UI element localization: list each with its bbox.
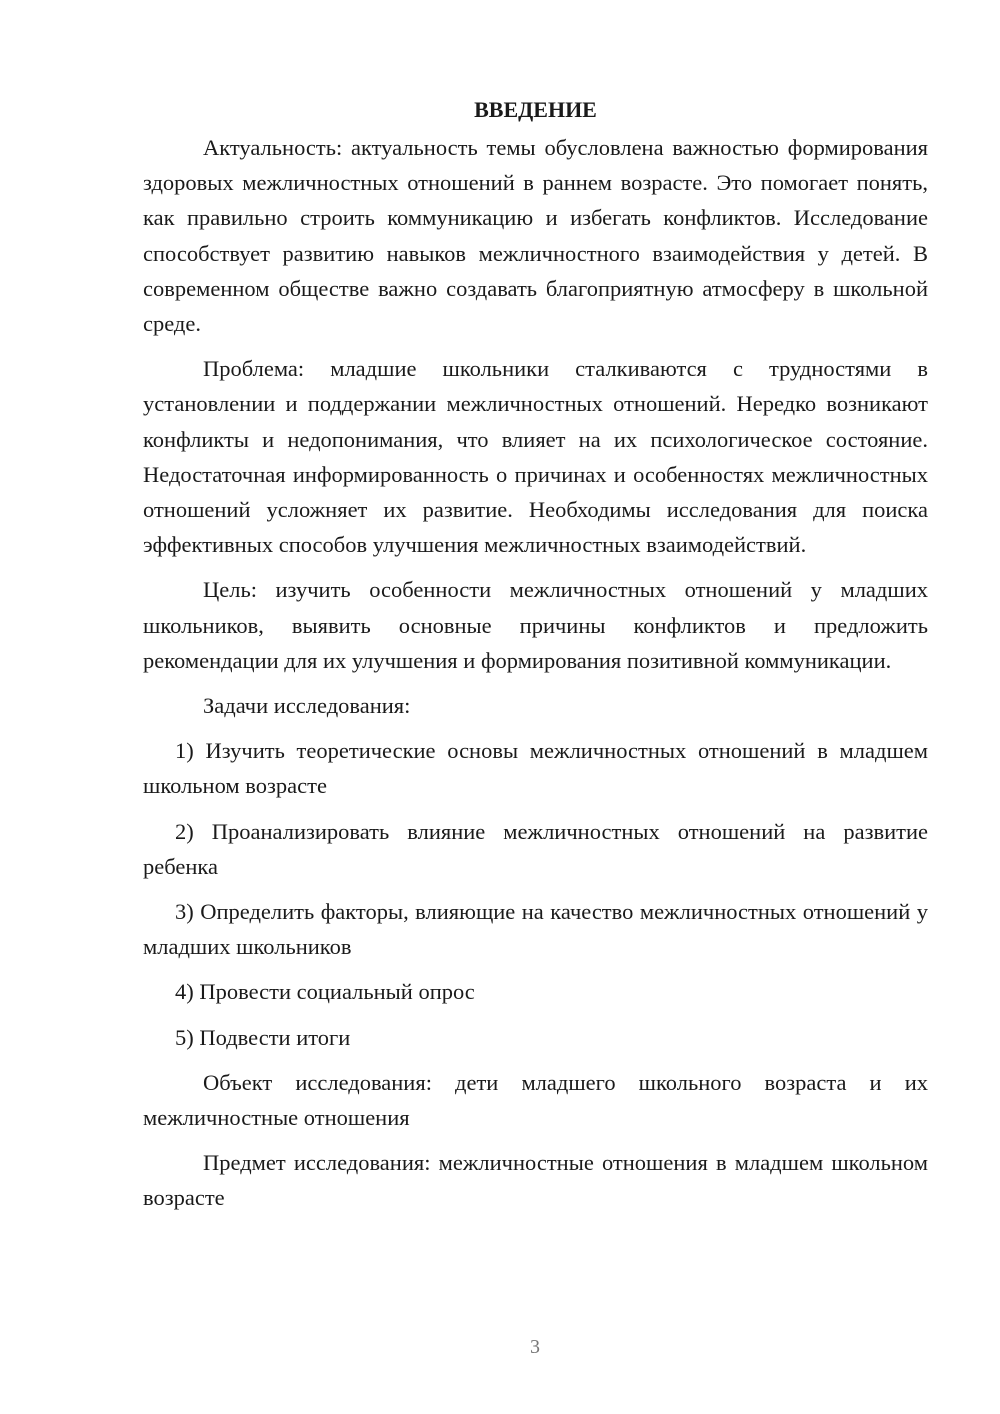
list-item-task-4: 4) Провести социальный опрос: [175, 979, 475, 1005]
list-item-task-1: 1) Изучить теоретические основы межличностных отношений в младшем школьном возрасте: [143, 738, 928, 799]
page-number: 3: [530, 1336, 540, 1358]
paragraph-problem: Проблема: младшие школьники сталкиваются с трудностями в установлении и поддержании межличностных отношений. Нередко возникают конфликты и недопонимания, что влияет на их психологическое состояние. Недостаточная информированность о причинах и особенностях межличностных отношений усложняет их развитие. Необходимы исследования для поиска эффективных способов улучшения межличностных взаимодействий.: [143, 356, 928, 558]
list-item-task-2: 2) Проанализировать влияние межличностных отношений на развитие ребенка: [143, 818, 928, 879]
paragraph-goal: Цель: изучить особенности межличностных отношений у младших школьников, выявить основные причины конфликтов и предложить рекомендации для их улучшения и формирования позитивной коммуникации.: [143, 577, 928, 673]
paragraph-subject: Предмет исследования: межличностные отношения в младшем школьном возрасте: [143, 1150, 928, 1211]
page-title: ВВЕДЕНИЕ: [474, 97, 597, 122]
list-item-task-3: 3) Определить факторы, влияющие на качество межличностных отношений у младших школьников: [143, 899, 928, 960]
list-item-task-5: 5) Подвести итоги: [175, 1024, 351, 1050]
paragraph-tasks-heading: Задачи исследования:: [203, 693, 411, 719]
paragraph-relevance: Актуальность: актуальность темы обусловлена важностью формирования здоровых межличностных отношений в раннем возрасте. Это помогает понять, как правильно строить коммуникацию и избегать конфликтов. Исследование способствует развитию навыков межличностного взаимодействия у детей. В современном обществе важно создавать благоприятную атмосферу в школьной среде.: [143, 135, 928, 337]
paragraph-object: Объект исследования: дети младшего школьного возраста и их межличностные отношения: [143, 1069, 928, 1131]
document-page: [143, 94, 928, 1216]
